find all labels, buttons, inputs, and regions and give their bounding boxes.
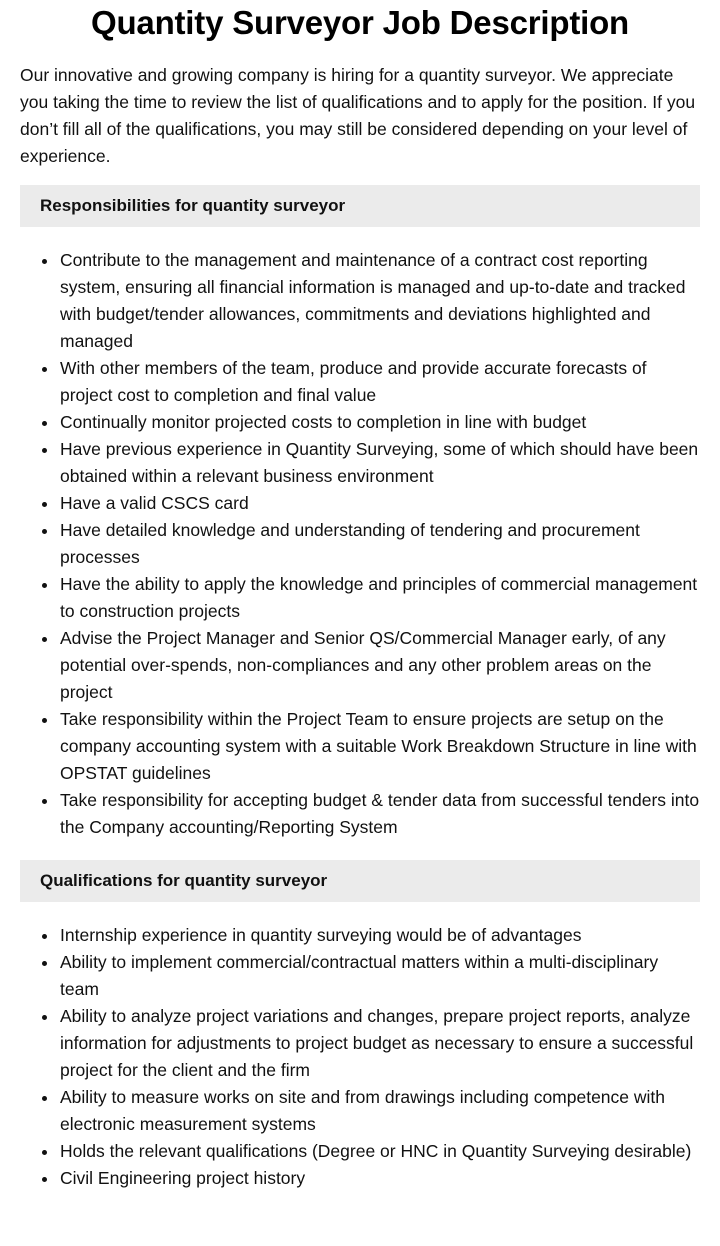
list-item: Take responsibility for accepting budget & tender data from successful tenders into the Company accounting/Reporting System [60, 787, 700, 841]
qualifications-header [20, 860, 700, 902]
responsibilities-header [20, 185, 700, 227]
list-item: Ability to implement commercial/contractual matters within a multi-disciplinary team [60, 949, 700, 1003]
list-item: Ability to analyze project variations and changes, prepare project reports, analyze information for adjustments to project budget as necessary to ensure a successful project for the client and the firm [60, 1003, 700, 1084]
intro-paragraph: Our innovative and growing company is hiring for a quantity surveyor. We appreciate you taking the time to review the list of qualifications and to apply for the position. If you don’t fill all of the qualifications, you may still be considered depending on your level of experience. [20, 65, 696, 166]
list-item: Continually monitor projected costs to completion in line with budget [60, 409, 700, 436]
list-item: Holds the relevant qualifications (Degree or HNC in Quantity Surveying desirable) [60, 1138, 700, 1165]
list-item: Have previous experience in Quantity Surveying, some of which should have been obtained within a relevant business environment [60, 436, 700, 490]
list-item: Civil Engineering project history [60, 1165, 700, 1192]
page-title: Quantity Surveyor Job Description [90, 4, 629, 41]
qualifications-heading: Qualifications for quantity surveyor [40, 871, 328, 890]
list-item: With other members of the team, produce and provide accurate forecasts of project cost to completion and final value [60, 355, 700, 409]
list-item: Have a valid CSCS card [60, 490, 700, 517]
qualifications-list [20, 922, 700, 1192]
list-item: Ability to measure works on site and from drawings including competence with electronic measurement systems [60, 1084, 700, 1138]
list-item: Have detailed knowledge and understanding of tendering and procurement processes [60, 517, 700, 571]
list-item: Internship experience in quantity surveying would be of advantages [60, 922, 700, 949]
list-item: Have the ability to apply the knowledge and principles of commercial management to construction projects [60, 571, 700, 625]
list-item: Take responsibility within the Project Team to ensure projects are setup on the company accounting system with a suitable Work Breakdown Structure in line with OPSTAT guidelines [60, 706, 700, 787]
list-item: Advise the Project Manager and Senior QS/Commercial Manager early, of any potential over-spends, non-compliances and any other problem areas on the project [60, 625, 700, 706]
responsibilities-heading: Responsibilities for quantity surveyor [40, 196, 346, 215]
responsibilities-list [20, 247, 700, 841]
list-item: Contribute to the management and maintenance of a contract cost reporting system, ensuring all financial information is managed and up-to-date and tracked with budget/tender allowances, commitments and deviations highlighted and managed [60, 247, 700, 355]
